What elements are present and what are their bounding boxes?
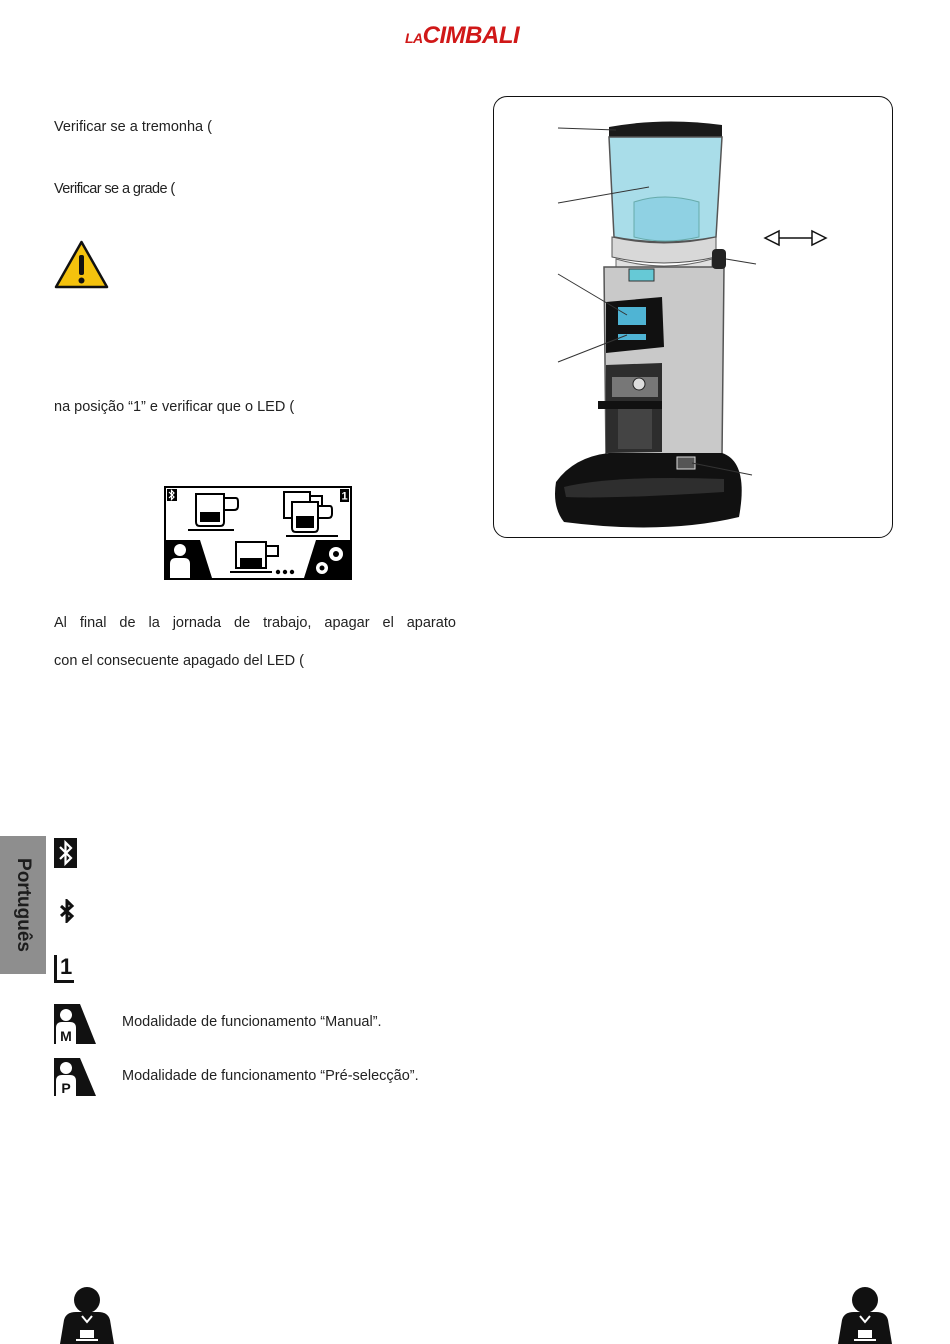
preselect-mode-icon — [54, 1058, 96, 1096]
warning-triangle-icon — [54, 240, 109, 289]
paragraph-end-of-day-line2: con el consecuente apagado del LED ( — [54, 653, 304, 669]
text-grid-check: Verificar se a grade ( — [54, 181, 175, 197]
svg-text:M: M — [60, 1028, 72, 1044]
bluetooth-small-icon — [58, 899, 76, 923]
text-position-led: na posição “1” e verificar que o LED ( — [54, 399, 295, 415]
language-tab-label: Português — [13, 858, 34, 952]
bluetooth-icon — [54, 838, 78, 868]
grinder-figure — [493, 96, 893, 538]
legend-preselect-mode: Modalidade de funcionamento “Pré-selecção”. — [122, 1068, 419, 1084]
grinder-illustration — [494, 97, 891, 536]
brand-logo: LACIMBALI — [405, 22, 520, 49]
lcd-display — [164, 486, 352, 580]
barista-icon — [834, 1286, 896, 1344]
display-counter: 1 — [341, 490, 348, 503]
display-graphic — [166, 488, 350, 578]
language-tab — [0, 836, 46, 974]
manual-mode-icon — [54, 1004, 96, 1044]
paragraph-end-of-day-line1: Al final de la jornada de trabajo, apagar el aparato — [54, 615, 456, 631]
text-hopper-check: Verificar se a tremonha ( — [54, 119, 212, 135]
legend-manual-mode: Modalidade de funcionamento “Manual”. — [122, 1014, 382, 1030]
barista-icon — [56, 1286, 118, 1344]
svg-text:P: P — [61, 1080, 71, 1096]
counter-one-icon: 1 — [54, 955, 76, 983]
